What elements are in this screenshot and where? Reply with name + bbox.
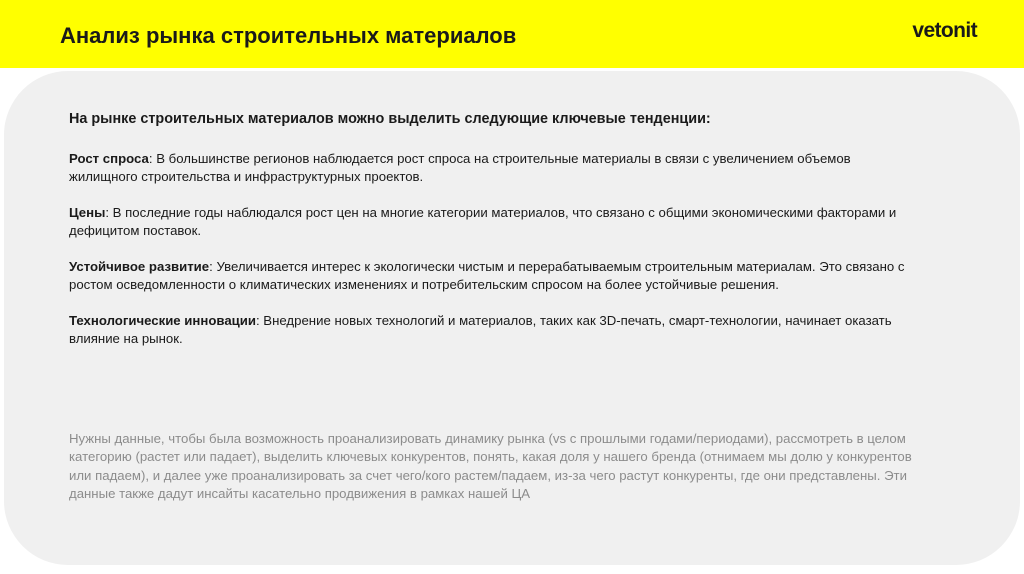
trend-sustainability	[69, 258, 909, 294]
trend-title: Технологические инновации	[69, 313, 256, 328]
trend-text: : Внедрение новых технологий и материалов, таких как 3D-печать, смарт-технологии, начинает оказать влияние на рынок.	[69, 313, 892, 346]
header-bar	[0, 0, 1024, 68]
intro-heading: На рынке строительных материалов можно выделить следующие ключевые тенденции:	[69, 111, 711, 127]
trend-demand-growth	[69, 150, 909, 186]
trend-prices	[69, 204, 909, 240]
trend-text: : В большинстве регионов наблюдается рост спроса на строительные материалы в связи с увеличением объемов жилищного строительства и инфраструктурных проектов.	[69, 151, 851, 184]
brand-logo: vetonit	[912, 19, 977, 42]
trend-title: Цены	[69, 205, 106, 220]
trend-title: Рост спроса	[69, 151, 149, 166]
data-request-note: Нужны данные, чтобы была возможность проанализировать динамику рынка (vs с прошлыми годами/периодами), рассмотреть в целом категорию (растет или падает), выделить ключевых конкурентов, понять, какая доля у нашего бренда (отнимаем мы долю у конкурентов или падаем), и далее уже проанализировать за счет чего/кого растем/падаем, из-за чего растут конкуренты, где они представлены. Эти данные также дадут инсайты касательно продвижения в рамках нашей ЦА	[69, 431, 912, 502]
trend-tech-innovation	[69, 312, 909, 348]
trends-section	[69, 111, 949, 366]
trend-text: : Увеличивается интерес к экологически чистым и перерабатываемым строительным материалам. Это связано с ростом осведомленности о климатических изменениях и потребительским спросом на более устойчивые решения.	[69, 259, 905, 292]
trend-text: : В последние годы наблюдался рост цен на многие категории материалов, что связано с общими экономическими факторами и дефицитом поставок.	[69, 205, 897, 238]
page-title: Анализ рынка строительных материалов	[60, 23, 517, 48]
trend-title: Устойчивое развитие	[69, 259, 210, 274]
